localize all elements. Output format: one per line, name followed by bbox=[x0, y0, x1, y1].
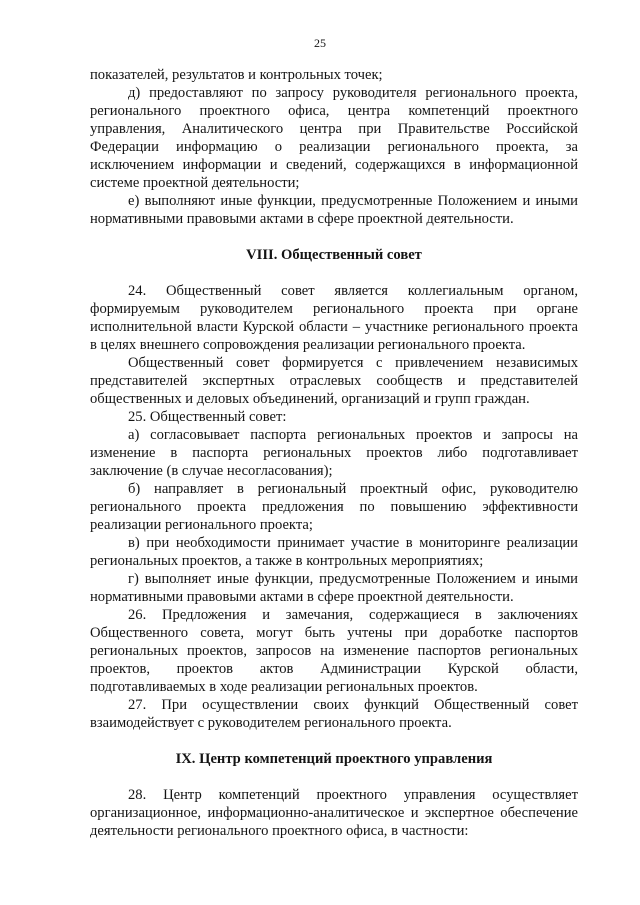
paragraph-27: 27. При осуществлении своих функций Общественный совет взаимодействует с руководителем регионального проекта. bbox=[90, 697, 578, 731]
page-number: 25 bbox=[314, 36, 326, 50]
section-8-heading: VIII. Общественный совет bbox=[246, 247, 422, 263]
paragraph-item-d: д) предоставляют по запросу руководителя регионального проекта, регионального проектного офиса, центра компетенций проектного управления, Аналитического центра при Правительстве Российской Федерации информацию о реализации регионального проекта, за исключением информации и сведений, содержащихся в информационной системе проектной деятельности; bbox=[90, 85, 578, 191]
paragraph-25-g: г) выполняет иные функции, предусмотренные Положением и иными нормативными правовыми актами в сфере проектной деятельности. bbox=[90, 571, 578, 605]
section-9-heading: IX. Центр компетенций проектного управления bbox=[175, 751, 493, 767]
paragraph-24-formation: Общественный совет формируется с привлечением независимых представителей экспертных отраслевых сообществ и представителей общественных и деловых объединений, организаций и групп граждан. bbox=[90, 355, 578, 407]
document-body bbox=[90, 66, 578, 840]
paragraph-25-b: б) направляет в региональный проектный офис, руководителю регионального проекта предложения по повышению эффективности реализации регионального проекта; bbox=[90, 481, 578, 533]
paragraph-26: 26. Предложения и замечания, содержащиеся в заключениях Общественного совета, могут быть учтены при доработке паспортов региональных проектов, запросов на изменение паспортов региональных проектов, проектов актов Администрации Курской области, подготавливаемых в ходе реализации региональных проектов. bbox=[90, 607, 578, 695]
paragraph-24: 24. Общественный совет является коллегиальным органом, формируемым руководителем регионального проекта при органе исполнительной власти Курской области – участнике регионального проекта в целях внешнего сопровождения реализации регионального проекта. bbox=[90, 283, 578, 353]
paragraph-continuation: показателей, результатов и контрольных точек; bbox=[90, 67, 383, 83]
paragraph-item-e: е) выполняют иные функции, предусмотренные Положением и иными нормативными правовыми актами в сфере проектной деятельности. bbox=[90, 193, 578, 227]
paragraph-25-v: в) при необходимости принимает участие в мониторинге реализации региональных проектов, а также в контрольных мероприятиях; bbox=[90, 535, 578, 569]
paragraph-25: 25. Общественный совет: bbox=[128, 409, 287, 425]
paragraph-28: 28. Центр компетенций проектного управления осуществляет организационное, информационно-аналитическое и экспертное обеспечение деятельности регионального проектного офиса, в частности: bbox=[90, 787, 578, 839]
paragraph-25-a: а) согласовывает паспорта региональных проектов и запросы на изменение в паспорта региональных проектов либо подготавливает заключение (в случае несогласования); bbox=[90, 427, 578, 479]
